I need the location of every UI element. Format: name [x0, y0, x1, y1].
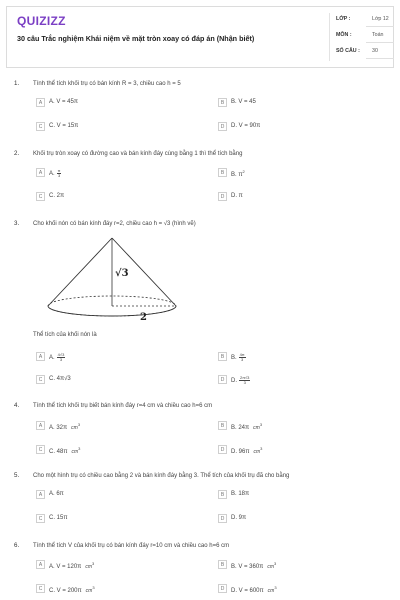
fraction-denominator: 3: [57, 173, 61, 178]
option-letter-box[interactable]: B: [218, 560, 227, 569]
unit: cm: [71, 449, 79, 455]
fraction-denominator: 3: [243, 380, 246, 385]
option-d[interactable]: [218, 584, 358, 594]
question-number: 2.: [14, 150, 20, 157]
option-a[interactable]: [36, 490, 176, 500]
option-text: [49, 446, 80, 455]
option-letter-box[interactable]: A: [36, 560, 45, 569]
question-number: 5.: [14, 472, 20, 479]
option-a[interactable]: [36, 168, 176, 178]
fraction-numerator: 4π: [239, 352, 245, 357]
fraction: [57, 353, 66, 362]
option-letter-box[interactable]: B: [218, 98, 227, 107]
option-letter-box[interactable]: C: [36, 375, 45, 384]
meta-subject-value: Toán: [372, 32, 384, 38]
option-c[interactable]: [36, 445, 176, 455]
option-letter-box[interactable]: A: [36, 168, 45, 177]
option-letter-box[interactable]: A: [36, 98, 45, 107]
option-value: B. 18π: [231, 491, 250, 497]
option-d[interactable]: [218, 122, 358, 132]
option-letter-box[interactable]: D: [218, 514, 227, 523]
option-a[interactable]: [36, 560, 176, 570]
option-text: [49, 561, 94, 570]
option-value: D.: [231, 378, 237, 385]
option-text: [49, 123, 78, 129]
option-letter-box[interactable]: C: [36, 445, 45, 454]
exponent: 3: [259, 422, 263, 427]
cone-base-front: [48, 306, 176, 316]
exponent: 2: [242, 169, 245, 174]
exponent: 3: [92, 561, 95, 566]
option-letter-box[interactable]: B: [218, 168, 227, 177]
unit: cm: [253, 425, 260, 431]
option-text: [49, 585, 95, 594]
option-value: C. V = 15π: [49, 123, 79, 129]
option-text: [49, 376, 71, 382]
cone-figure: [42, 234, 182, 326]
option-value: B. π: [231, 172, 243, 178]
option-value: A. V = 120π: [49, 564, 82, 570]
option-value: D. 9π: [231, 515, 247, 521]
option-value: B. V = 360π: [231, 564, 264, 570]
question-3-caption: Thể tích của khối nón là: [33, 332, 97, 338]
exponent: 3: [92, 585, 95, 590]
option-letter-box[interactable]: C: [36, 192, 45, 201]
option-a[interactable]: [36, 98, 176, 108]
fraction-numerator: 4√3: [57, 352, 65, 357]
meta-count-label: SỐ CÂU :: [336, 48, 360, 54]
question-text: Tính thể tích khối trụ biết bán kính đáy r=4 cm và chiều cao h=6 cm: [33, 403, 213, 409]
option-d[interactable]: [218, 375, 358, 385]
exponent: 3: [77, 422, 81, 427]
exponent: 3: [274, 561, 277, 566]
fraction-numerator: 2π√3: [240, 375, 250, 380]
unit: cm: [71, 425, 78, 431]
option-value: B.: [231, 355, 237, 362]
document-title: 30 câu Trắc nghiệm Khái niệm về mặt tròn xoay có đáp án (Nhận biết): [17, 34, 255, 43]
option-value: D. V = 90π: [231, 123, 261, 129]
unit: cm: [85, 564, 92, 570]
question-text: Tính thể tích V của khối trụ có bán kính đáy r=10 cm và chiều cao h=6 cm: [33, 543, 230, 549]
option-text: [49, 99, 78, 105]
option-value: C. V = 200π: [49, 588, 82, 594]
option-d[interactable]: [218, 514, 358, 524]
question-text: Tính thể tích khối trụ có bán kính R = 3, chiều cao h = 5: [33, 81, 181, 87]
exponent: 3: [78, 446, 81, 451]
option-value: A.: [49, 171, 55, 178]
meta-underline: [366, 42, 394, 43]
fraction: [239, 353, 246, 362]
meta-underline: [366, 58, 394, 59]
option-value: A. 32π: [49, 425, 68, 431]
option-c[interactable]: [36, 192, 176, 202]
option-text: [231, 561, 276, 570]
option-text: [49, 422, 80, 431]
option-letter-box[interactable]: D: [218, 445, 227, 454]
option-c[interactable]: [36, 584, 176, 594]
question-number: 6.: [14, 542, 20, 549]
option-b[interactable]: [218, 421, 358, 431]
option-letter-box[interactable]: A: [36, 421, 45, 430]
option-value: A. V = 45π: [49, 99, 78, 105]
option-text: [231, 446, 262, 455]
unit: cm: [267, 564, 274, 570]
option-text: [49, 353, 65, 362]
meta-class-value: Lớp 12: [372, 16, 389, 22]
exponent: 3: [260, 446, 263, 451]
fraction: [57, 169, 62, 178]
document-header: [6, 6, 394, 68]
option-value: B. 24π: [231, 425, 250, 431]
option-c[interactable]: [36, 122, 176, 132]
meta-count: [336, 45, 394, 59]
option-d[interactable]: [218, 192, 358, 202]
question-number: 4.: [14, 402, 20, 409]
quizizz-logo: [17, 14, 66, 28]
meta-underline: [366, 26, 394, 27]
option-a[interactable]: [36, 352, 176, 362]
option-letter-box[interactable]: A: [36, 490, 45, 499]
meta-divider: [329, 13, 330, 61]
option-text: [231, 169, 245, 178]
option-letter-box[interactable]: B: [218, 490, 227, 499]
fraction: [239, 376, 250, 385]
option-text: [231, 515, 246, 521]
question-number: 3.: [14, 220, 20, 227]
option-text: [231, 99, 256, 105]
option-text: [231, 585, 277, 594]
option-b[interactable]: [218, 168, 358, 178]
option-value: D. V = 600π: [231, 588, 264, 594]
option-text: [49, 193, 64, 199]
cone-height-label: √3: [115, 268, 129, 279]
meta-count-value: 30: [372, 48, 378, 54]
option-letter-box[interactable]: D: [218, 122, 227, 131]
option-text: [231, 123, 260, 129]
option-letter-box[interactable]: D: [218, 192, 227, 201]
unit: cm: [267, 588, 275, 594]
option-letter-box[interactable]: D: [218, 375, 227, 384]
option-b[interactable]: [218, 352, 358, 362]
option-b[interactable]: [218, 98, 358, 108]
option-text: [49, 515, 67, 521]
option-value: C. 15π: [49, 515, 68, 521]
option-value: D. 96π: [231, 449, 250, 455]
cone-radius-label: 2: [140, 312, 147, 323]
question-text: Cho khối nón có bán kính đáy r=2, chiều cao h = √3 (hình vẽ): [33, 221, 196, 227]
unit: cm: [253, 449, 261, 455]
meta-subject-label: MÔN :: [336, 32, 352, 38]
meta-class: [336, 13, 394, 27]
logo-text: QUIZIZZ: [17, 14, 66, 28]
option-value: D. π: [231, 193, 243, 199]
fraction-denominator: 3: [241, 357, 244, 362]
option-a[interactable]: [36, 421, 176, 431]
option-letter-box[interactable]: C: [36, 584, 45, 593]
question-text: Cho một hình trụ có chiều cao bằng 2 và bán kính đáy bằng 3. Thể tích của khối trụ đã cho bằng: [33, 473, 290, 479]
option-value: B. V = 45: [231, 99, 256, 105]
exponent: 3: [274, 585, 277, 590]
fraction-numerator: π: [57, 168, 61, 173]
unit: cm: [85, 588, 93, 594]
option-d[interactable]: [218, 445, 358, 455]
option-letter-box[interactable]: C: [36, 122, 45, 131]
option-value: C. 4π√3: [49, 376, 71, 382]
meta-class-label: LỚP :: [336, 16, 351, 22]
option-text: [49, 491, 64, 497]
option-value: C. 48π: [49, 449, 68, 455]
option-text: [231, 376, 250, 385]
option-b[interactable]: [218, 490, 358, 500]
option-c[interactable]: [36, 514, 176, 524]
option-text: [231, 193, 243, 199]
fraction-denominator: 3: [59, 357, 63, 362]
option-text: [49, 169, 61, 178]
option-value: A. 6π: [49, 491, 64, 497]
option-value: A.: [49, 355, 55, 362]
option-letter-box[interactable]: C: [36, 514, 45, 523]
option-letter-box[interactable]: A: [36, 352, 45, 361]
option-c[interactable]: [36, 375, 176, 385]
option-letter-box[interactable]: B: [218, 421, 227, 430]
option-text: [231, 353, 246, 362]
meta-subject: [336, 29, 394, 43]
question-text: Khối trụ tròn xoay có đường cao và bán kính đáy cùng bằng 1 thì thể tích bằng: [33, 151, 243, 157]
option-value: C. 2π: [49, 193, 65, 199]
option-text: [231, 491, 249, 497]
option-letter-box[interactable]: D: [218, 584, 227, 593]
option-b[interactable]: [218, 560, 358, 570]
option-text: [231, 422, 262, 431]
question-number: 1.: [14, 80, 20, 87]
option-letter-box[interactable]: B: [218, 352, 227, 361]
